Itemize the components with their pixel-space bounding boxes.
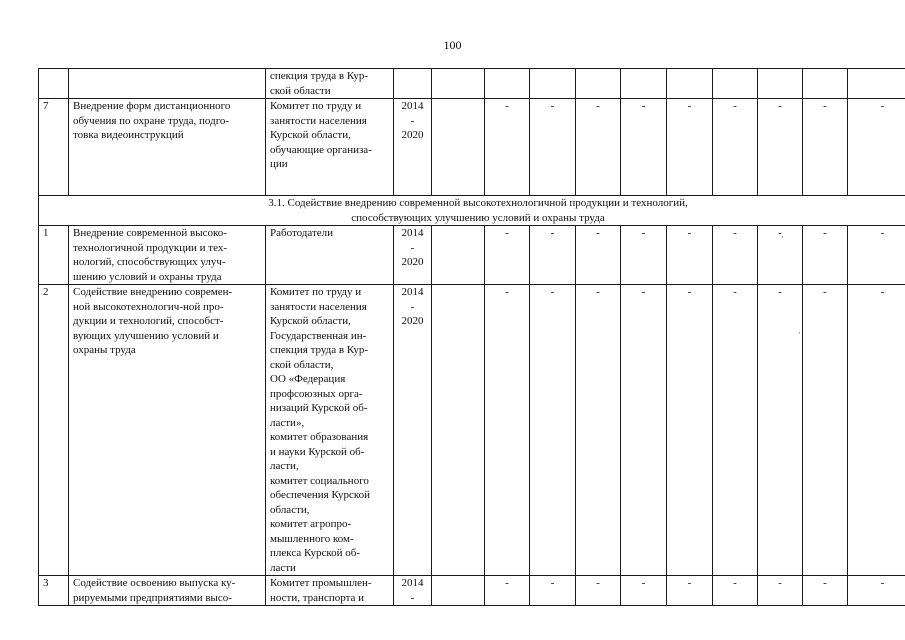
value-cell: - [848, 576, 905, 606]
value-cell: - [530, 576, 576, 606]
value-cell: - [667, 576, 713, 606]
value-cell: - [485, 99, 530, 196]
value-cell: - [713, 576, 758, 606]
value-cell: - [848, 99, 905, 196]
value-cell [576, 69, 621, 99]
value-cell: - [530, 285, 576, 576]
value-cell: - [530, 99, 576, 196]
value-cell: - [803, 285, 848, 576]
value-cell: - [803, 226, 848, 285]
value-cell [432, 285, 485, 576]
executor-cell: Комитет по труду и занятости населения Курской области, Государственная ин- спекция труда в Кур- ской области, ОО «Федерация профсоюзных орга- низаций Курской об- ласти», комитет образования и науки Курской об- ласти, комитет социального обеспечения Курской области, комитет агропро- мышленного ком- плекса Курской об- ласти [266, 285, 394, 576]
value-cell: - [758, 99, 803, 196]
period-cell [394, 69, 432, 99]
value-cell: - [621, 285, 667, 576]
value-cell [432, 576, 485, 606]
value-cell [432, 69, 485, 99]
value-cell: - [576, 576, 621, 606]
value-cell: - [621, 226, 667, 285]
value-cell [713, 69, 758, 99]
period-cell: 2014 - 2020 [394, 226, 432, 285]
value-cell: - [758, 285, 803, 576]
scan-speck: · [798, 328, 801, 338]
table-row [39, 69, 905, 99]
value-cell: - [667, 285, 713, 576]
value-cell: - [758, 576, 803, 606]
scan-speck: · [781, 232, 784, 242]
page-number: 100 [443, 38, 462, 52]
value-cell: - [576, 285, 621, 576]
value-cell: - [848, 285, 905, 576]
measure-cell: Внедрение форм дистанционного обучения по охране труда, подго- товка видеоинструкций [69, 99, 266, 196]
row-number: 1 [39, 226, 69, 285]
row-number [39, 69, 69, 99]
value-cell: - [713, 99, 758, 196]
measure-cell: Внедрение современной высоко- технологичной продукции и тех- нологий, способствующих улуч- шению условий и охраны труда [69, 226, 266, 285]
value-cell: - [713, 226, 758, 285]
value-cell [667, 69, 713, 99]
value-cell: - [848, 226, 905, 285]
executor-cell: спекция труда в Кур- ской области [266, 69, 394, 99]
value-cell: - [621, 576, 667, 606]
value-cell: - [667, 226, 713, 285]
row-number: 3 [39, 576, 69, 606]
value-cell [432, 99, 485, 196]
value-cell: - [485, 285, 530, 576]
value-cell: - [576, 99, 621, 196]
measure-cell [69, 69, 266, 99]
value-cell: - [530, 226, 576, 285]
table-row [39, 99, 905, 196]
value-cell [621, 69, 667, 99]
executor-cell: Комитет по труду и занятости населения Курской области, обучающие организа- ции [266, 99, 394, 196]
value-cell: - [485, 576, 530, 606]
value-cell [432, 226, 485, 285]
value-cell [803, 69, 848, 99]
value-cell: - [576, 226, 621, 285]
measure-cell: Содействие внедрению современ- ной высокотехнологич-ной про- дукции и технологий, способст- вующих улучшению условий и охраны труда [69, 285, 266, 576]
period-cell: 2014 - 2020 [394, 99, 432, 196]
row-number: 7 [39, 99, 69, 196]
table-row [39, 226, 905, 285]
value-cell: - [803, 576, 848, 606]
value-cell: - [621, 99, 667, 196]
value-cell: - [485, 226, 530, 285]
period-cell: 2014 - [394, 576, 432, 606]
section-title: 3.1. Содействие внедрению современной высокотехнологичной продукции и технологий, способствующих улучшению условий и охраны труда [39, 196, 905, 226]
measure-cell: Содействие освоению выпуска ку- рируемыми предприятиями высо- [69, 576, 266, 606]
value-cell: - [667, 99, 713, 196]
period-cell: 2014 - 2020 [394, 285, 432, 576]
value-cell: - [758, 226, 803, 285]
value-cell [848, 69, 905, 99]
executor-cell: Работодатели [266, 226, 394, 285]
value-cell: - [803, 99, 848, 196]
row-number: 2 [39, 285, 69, 576]
value-cell [485, 69, 530, 99]
section-header-row [39, 196, 905, 226]
value-cell: - [713, 285, 758, 576]
value-cell [758, 69, 803, 99]
table-row [39, 576, 905, 606]
table-row [39, 285, 905, 576]
program-table [38, 68, 905, 606]
executor-cell: Комитет промышлен- ности, транспорта и [266, 576, 394, 606]
value-cell [530, 69, 576, 99]
